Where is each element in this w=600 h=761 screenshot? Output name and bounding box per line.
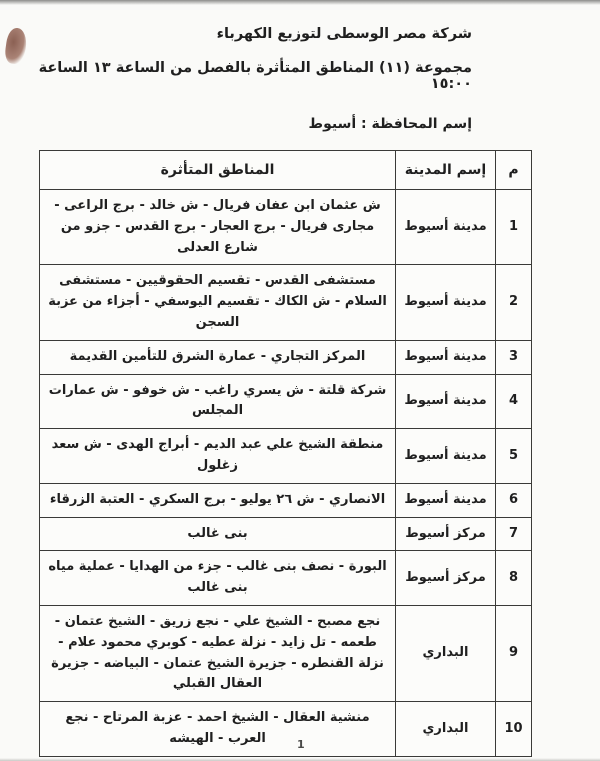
city-name-cell: البداري — [396, 702, 496, 757]
row-number-cell: 3 — [496, 340, 532, 374]
affected-areas-cell: نجع مصبح - الشيخ علي - نجع زريق - الشيخ عتمان - طعمه - تل زايد - نزلة عطيه - كوبري محمود علام - نزلة القنطره - جزيرة الشيخ عتمان - البياضه - جزيرة العقال القبلي — [40, 605, 396, 701]
table-row — [40, 374, 532, 429]
group-title: مجموعة (١١) المناطق المتأثرة بالفصل من الساعة ١٣ الساعة ١٥:٠٠ — [38, 60, 472, 92]
table-row — [40, 429, 532, 484]
city-name-cell: مدينة أسيوط — [396, 190, 496, 265]
affected-areas-cell: شركة قلتة - ش يسري راغب - ش خوفو - ش عمارات المجلس — [40, 374, 396, 429]
affected-areas-cell: بنى غالب — [40, 517, 396, 551]
city-name-cell: مدينة أسيوط — [396, 429, 496, 484]
table-row — [40, 340, 532, 374]
column-header-areas: المناطق المتأثرة — [40, 151, 396, 190]
city-name-cell: مدينة أسيوط — [396, 374, 496, 429]
row-number-cell: 10 — [496, 702, 532, 757]
table-row — [40, 190, 532, 265]
row-number-cell: 2 — [496, 265, 532, 340]
city-name-cell: مدينة أسيوط — [396, 340, 496, 374]
table-row — [40, 483, 532, 517]
city-name-cell: مدينة أسيوط — [396, 265, 496, 340]
affected-areas-cell: المركز التجاري - عمارة الشرق للتأمين القديمة — [40, 340, 396, 374]
row-number-cell: 9 — [496, 605, 532, 701]
company-title: شركة مصر الوسطى لتوزيع الكهرباء — [216, 26, 472, 42]
table-row — [40, 517, 532, 551]
document-header — [0, 26, 600, 132]
table-row — [40, 605, 532, 701]
table-header-row — [40, 151, 532, 190]
row-number-cell: 8 — [496, 551, 532, 606]
table-body — [40, 190, 532, 757]
table-row — [40, 551, 532, 606]
row-number-cell: 5 — [496, 429, 532, 484]
city-name-cell: مركز أسيوط — [396, 551, 496, 606]
affected-areas-cell: البورة - نصف بنى غالب - جزء من الهدايا - عملية مياه بنى غالب — [40, 551, 396, 606]
page-number: 1 — [297, 738, 305, 751]
row-number-cell: 6 — [496, 483, 532, 517]
affected-areas-cell: منطقة الشيخ علي عبد الديم - أبراج الهدى - ش سعد زغلول — [40, 429, 396, 484]
city-name-cell: مدينة أسيوط — [396, 483, 496, 517]
column-header-city: إسم المدينة — [396, 151, 496, 190]
scan-edge-shadow — [0, 0, 600, 5]
governorate-line: إسم المحافظة : أسيوط — [308, 116, 472, 132]
row-number-cell: 7 — [496, 517, 532, 551]
row-number-cell: 1 — [496, 190, 532, 265]
affected-areas-cell: ش عثمان ابن عفان فريال - ش خالد - برج الراعى - مجارى فريال - برج العجار - برج القدس - جزو من شارع العدلى — [40, 190, 396, 265]
affected-areas-cell: منشية العقال - الشيخ احمد - عزبة المرتاح - نجع العرب - الهيشه — [40, 702, 396, 757]
affected-areas-table — [39, 150, 532, 757]
table-row — [40, 702, 532, 757]
row-number-cell: 4 — [496, 374, 532, 429]
table-row — [40, 265, 532, 340]
city-name-cell: البداري — [396, 605, 496, 701]
affected-areas-cell: الانصاري - ش ٢٦ يوليو - برج السكري - العتبة الزرقاء — [40, 483, 396, 517]
city-name-cell: مركز أسيوط — [396, 517, 496, 551]
column-header-num: م — [496, 151, 532, 190]
affected-areas-cell: مستشفى القدس - تقسيم الحقوقيين - مستشفى السلام - ش الكاك - تقسيم اليوسفي - أجزاء من عزبة السجن — [40, 265, 396, 340]
